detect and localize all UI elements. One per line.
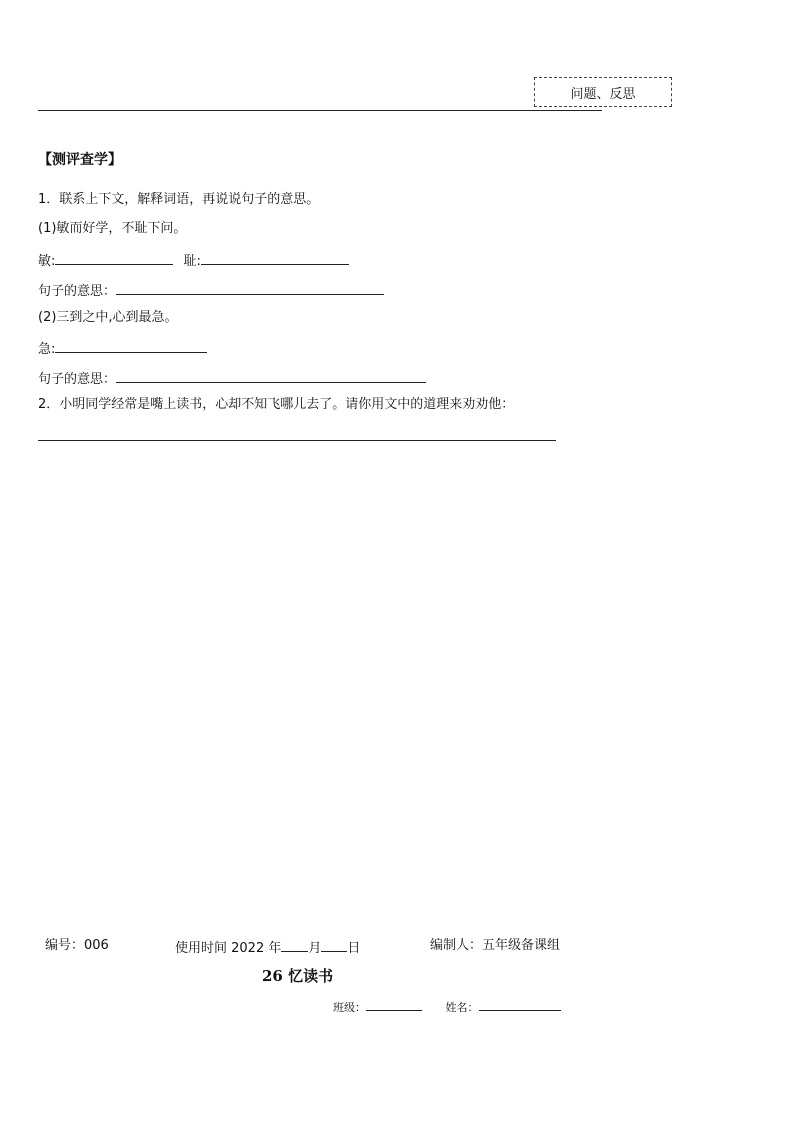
q1-part2-sentence: (2)三到之中,心到最急。: [38, 310, 178, 325]
class-blank[interactable]: [366, 1000, 422, 1011]
lesson-title: 26 忆读书: [262, 967, 334, 985]
q1-part1-words-row: [38, 252, 349, 268]
reflection-box: [534, 77, 672, 107]
day-blank[interactable]: [321, 939, 347, 952]
meaning-label: 句子的意思：: [38, 284, 117, 299]
reflection-label: 问题、反思: [570, 86, 636, 102]
word-min-label: 敏:: [38, 254, 56, 269]
q1-prompt: 1．联系上下文，解释词语，再说说句子的意思。: [38, 192, 320, 207]
meaning-blank[interactable]: [116, 370, 426, 383]
word-chi-blank[interactable]: [201, 252, 349, 265]
student-info-row: [333, 1000, 561, 1013]
serial-number: 编号：006: [45, 938, 109, 953]
class-label: 班级：: [333, 1001, 366, 1014]
section-heading: 【测评查学】: [38, 152, 122, 168]
name-label: 姓名：: [445, 1001, 479, 1014]
q2-prompt: 2．小明同学经常是嘴上读书，心却不知飞哪儿去了。请你用文中的道理来劝劝他：: [38, 397, 515, 412]
meaning-blank[interactable]: [116, 282, 384, 295]
q1-part2-meaning-row: [38, 370, 426, 386]
usage-prefix: 使用时间 2022 年: [175, 941, 282, 956]
month-label: 月: [308, 941, 322, 956]
q1-part2-word-row: [38, 340, 207, 356]
header-rule: [38, 110, 602, 111]
month-blank[interactable]: [281, 939, 308, 952]
word-chi-label: 耻:: [183, 254, 201, 269]
word-min-blank[interactable]: [55, 252, 173, 265]
q1-part1-sentence: (1)敏而好学，不耻下问。: [38, 221, 187, 236]
day-label: 日: [347, 941, 361, 956]
name-blank[interactable]: [479, 1000, 561, 1011]
word-ji-label: 急:: [38, 342, 56, 357]
editor-label: 编制人：五年级备课组: [430, 938, 561, 953]
q2-answer-line[interactable]: [38, 440, 556, 441]
q1-part1-meaning-row: [38, 282, 384, 298]
word-ji-blank[interactable]: [55, 340, 207, 353]
meaning-label: 句子的意思：: [38, 372, 117, 387]
usage-time: [175, 939, 360, 955]
